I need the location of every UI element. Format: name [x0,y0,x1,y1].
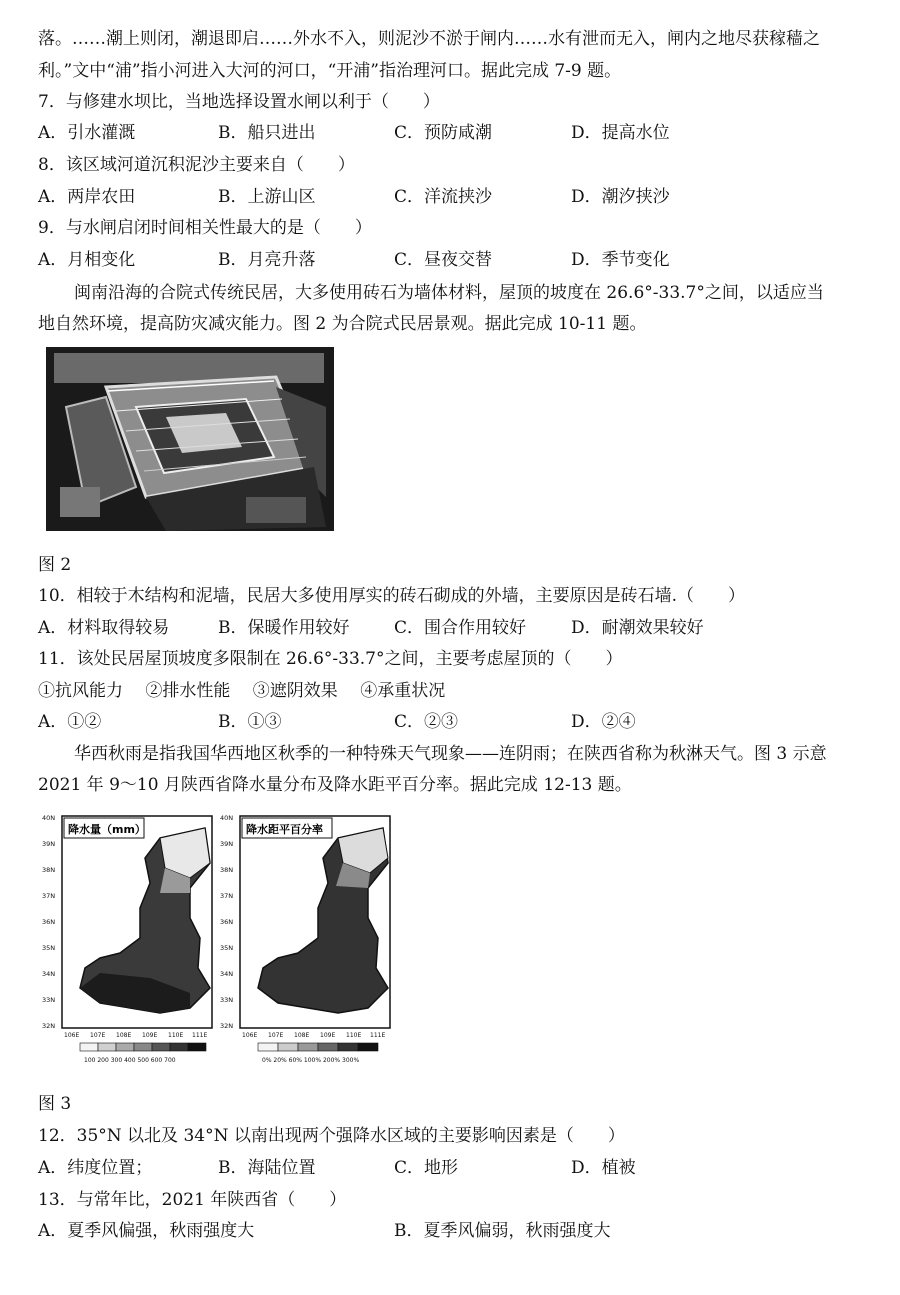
q10-option-a: A．材料取得较易 [38,618,170,638]
lat-tick-right-32: 32N [220,1022,234,1030]
intro-7-9-line2: 利。”文中“浦”指小河进入大河的河口，“开浦”指治理河口。据此完成 7-9 题。 [38,61,622,81]
q11-option-a: A．①② [38,712,102,732]
lon-tick-right-110: 110E [346,1032,362,1039]
lon-tick-right-109: 109E [320,1032,336,1039]
right-legend-bar [258,1043,378,1051]
question-8-stem: 8．该区域河道沉积泥沙主要来自（ ） [38,155,355,175]
q13-option-b: B．夏季风偏弱，秋雨强度大 [394,1221,611,1241]
question-11-stem: 11．该处民居屋顶坡度多限制在 26.6°-33.7°之间，主要考虑屋顶的（ ） [38,649,623,669]
q9-option-b: B．月亮升落 [218,250,316,270]
lat-tick-left-33: 33N [42,996,56,1004]
q11-option-b: B．①③ [218,712,282,732]
q10-option-c: C．围合作用较好 [394,618,527,638]
q9-option-a: A．月相变化 [38,250,136,270]
intro-12-13-line1: 华西秋雨是指我国华西地区秋季的一种特殊天气现象——连阴雨；在陕西省称为秋淋天气。图 3 示意 [74,744,827,764]
lat-tick-left-38: 38N [42,866,56,874]
lat-tick-right-38: 38N [220,866,234,874]
lat-tick-left-40: 40N [42,814,56,822]
precipitation-map-svg [40,808,400,1070]
figure-3-caption: 图 3 [38,1094,72,1114]
lat-tick-right-40: 40N [220,814,234,822]
left-panel-title: 降水量（mm） [68,823,146,836]
q8-option-b: B．上游山区 [218,187,316,207]
q8-option-a: A．两岸农田 [38,187,136,207]
q7-option-b: B．船只进出 [218,123,316,143]
intro-7-9-line1: 落。……潮上则闭，潮退即启……外水不入，则泥沙不淤于闸内……水有泄而无入，闸内之地尽获稼穑之 [38,29,820,49]
lat-tick-left-32: 32N [42,1022,56,1030]
q12-option-a: A．纬度位置； [38,1158,153,1178]
left-legend-labels: 100 200 300 400 500 600 700 [84,1057,176,1064]
question-9-stem: 9．与水闸启闭时间相关性最大的是（ ） [38,218,372,238]
lat-tick-right-35: 35N [220,944,234,952]
q12-option-c: C．地形 [394,1158,459,1178]
q7-option-a: A．引水灌溉 [38,123,136,143]
q7-option-d: D．提高水位 [571,123,670,143]
right-panel-title: 降水距平百分率 [246,823,323,836]
q10-option-d: D．耐潮效果较好 [571,618,704,638]
question-10-stem: 10．相较于木结构和泥墙，民居大多使用厚实的砖石砌成的外墙，主要原因是砖石墙.（ ） [38,586,746,606]
courtyard-house-photo [46,347,334,531]
lat-tick-left-36: 36N [42,918,56,926]
lat-tick-left-35: 35N [42,944,56,952]
intro-10-11-line2: 地自然环境，提高防灾减灾能力。图 2 为合院式民居景观。据此完成 10-11 题。 [38,314,647,334]
lon-tick-right-108: 108E [294,1032,310,1039]
q11-option-c: C．②③ [394,712,459,732]
lon-tick-left-111: 111E [192,1032,208,1039]
q9-option-d: D．季节变化 [571,250,670,270]
q11-items: ①抗风能力 ②排水性能 ③遮阴效果 ④承重状况 [38,681,446,701]
figure-2-caption: 图 2 [38,555,72,575]
q9-option-c: C．昼夜交替 [394,250,493,270]
lat-tick-right-36: 36N [220,918,234,926]
lon-tick-left-107: 107E [90,1032,106,1039]
lon-tick-left-106: 106E [64,1032,80,1039]
q7-option-c: C．预防咸潮 [394,123,493,143]
courtyard-house-illustration [46,347,334,531]
intro-10-11-line1: 闽南沿海的合院式传统民居，大多使用砖石为墙体材料，屋顶的坡度在 26.6°-33.7°之间，以适应当 [74,283,824,303]
lon-tick-right-111: 111E [370,1032,386,1039]
lon-tick-right-106: 106E [242,1032,258,1039]
q8-option-c: C．洋流挟沙 [394,187,493,207]
q8-option-d: D．潮汐挟沙 [571,187,670,207]
lat-tick-right-33: 33N [220,996,234,1004]
question-13-stem: 13．与常年比，2021 年陕西省（ ） [38,1190,347,1210]
lon-tick-right-107: 107E [268,1032,284,1039]
q10-option-b: B．保暖作用较好 [218,618,350,638]
lat-tick-right-39: 39N [220,840,234,848]
q11-option-d: D．②④ [571,712,636,732]
lat-tick-left-37: 37N [42,892,56,900]
lat-tick-left-34: 34N [42,970,56,978]
question-12-stem: 12．35°N 以北及 34°N 以南出现两个强降水区域的主要影响因素是（ ） [38,1126,625,1146]
lon-tick-left-109: 109E [142,1032,158,1039]
lat-tick-left-39: 39N [42,840,56,848]
intro-12-13-line2: 2021 年 9～10 月陕西省降水量分布及降水距平百分率。据此完成 12-13 题。 [38,775,632,795]
q12-option-d: D．植被 [571,1158,636,1178]
precipitation-map-figure [40,808,400,1070]
left-legend-bar [80,1043,206,1051]
q13-option-a: A．夏季风偏强，秋雨强度大 [38,1221,255,1241]
right-legend-labels: 0% 20% 60% 100% 200% 300% [262,1057,360,1064]
lon-tick-left-110: 110E [168,1032,184,1039]
lat-tick-right-34: 34N [220,970,234,978]
lat-tick-right-37: 37N [220,892,234,900]
question-7-stem: 7．与修建水坝比，当地选择设置水闸以利于（ ） [38,92,440,112]
q12-option-b: B．海陆位置 [218,1158,316,1178]
lon-tick-left-108: 108E [116,1032,132,1039]
